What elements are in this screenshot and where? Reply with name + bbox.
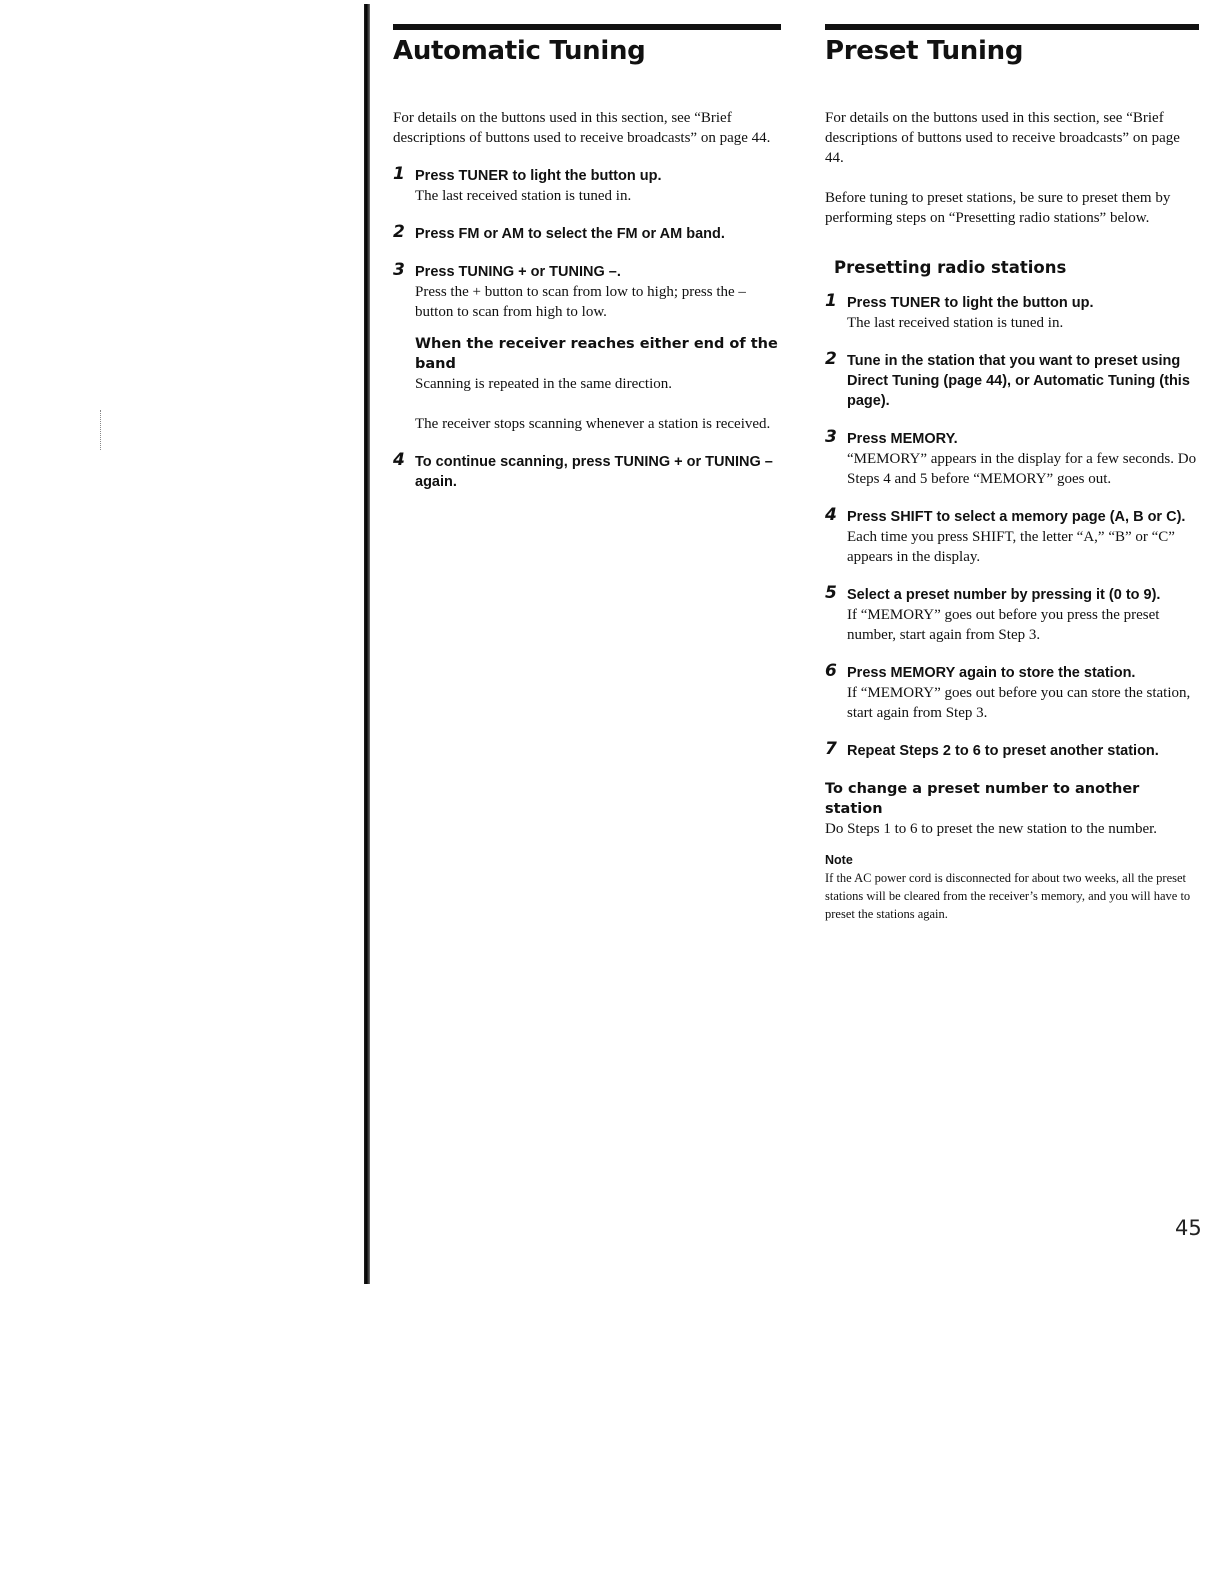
page-binding-edge	[364, 4, 370, 1284]
note-label: Note	[825, 853, 853, 867]
band-end-subheading: When the receiver reaches either end of the band	[415, 336, 778, 372]
step-title: Select a preset number by pressing it (0 to 9).	[847, 587, 1161, 603]
step-number: 2	[393, 222, 405, 242]
presetting-radio-stations-heading: Presetting radio stations	[834, 258, 1067, 277]
change-preset-text: Do Steps 1 to 6 to preset the new station to the number.	[825, 821, 1158, 837]
note-text: If the AC power cord is disconnected for about two weeks, all the preset stations will be cleared from the receiver’s memory, and you will have to preset the stations again.	[825, 871, 1191, 921]
step-title: Press TUNING + or TUNING –.	[415, 264, 621, 280]
step-title: Press TUNER to light the button up.	[847, 295, 1094, 311]
step-number: 1	[393, 164, 405, 184]
step-item	[393, 452, 781, 492]
preset-tuning-column	[825, 24, 1199, 923]
step-number: 3	[825, 427, 837, 447]
automatic-tuning-title: Automatic Tuning	[393, 36, 646, 66]
step-description: Press the + button to scan from low to high; press the – button to scan from high to low.	[415, 284, 746, 320]
step-title: Tune in the station that you want to preset using Direct Tuning (page 44), or Automatic Tuning (this page).	[847, 353, 1190, 409]
step-title: Repeat Steps 2 to 6 to preset another station.	[847, 743, 1159, 759]
step-number: 6	[825, 661, 837, 681]
preset-tuning-intro: For details on the buttons used in this section, see “Brief descriptions of buttons used to receive broadcasts” on page 44.	[825, 110, 1180, 166]
step-item	[825, 663, 1199, 723]
preset-before-note: Before tuning to preset stations, be sure to preset them by performing steps on “Presetting radio stations” below.	[825, 190, 1171, 226]
step-description: The last received station is tuned in.	[847, 315, 1064, 331]
step-item	[825, 507, 1199, 567]
step-item	[393, 166, 781, 206]
step-item	[393, 224, 781, 244]
step-item	[825, 351, 1199, 411]
step-number: 1	[825, 291, 837, 311]
page-number: 45	[1175, 1216, 1202, 1240]
step-item	[825, 429, 1199, 489]
step-title: Press TUNER to light the button up.	[415, 168, 662, 184]
step-description: Each time you press SHIFT, the letter “A,” “B” or “C” appears in the display.	[847, 529, 1175, 565]
step-description: The last received station is tuned in.	[415, 188, 632, 204]
step-number: 2	[825, 349, 837, 369]
step-number: 4	[393, 450, 405, 470]
change-preset-subheading: To change a preset number to another station	[825, 781, 1140, 817]
step-description: If “MEMORY” goes out before you can store the station, start again from Step 3.	[847, 685, 1191, 721]
automatic-tuning-column	[393, 24, 781, 492]
step-item	[825, 741, 1199, 761]
step-item	[825, 293, 1199, 333]
preset-tuning-title: Preset Tuning	[825, 36, 1024, 66]
title-rule	[393, 24, 781, 30]
automatic-tuning-intro: For details on the buttons used in this section, see “Brief descriptions of buttons used to receive broadcasts” on page 44.	[393, 110, 771, 146]
step-item	[393, 262, 781, 434]
scan-mark	[100, 410, 103, 450]
scanning-stop-note: The receiver stops scanning whenever a station is received.	[415, 416, 771, 432]
step-description: “MEMORY” appears in the display for a few seconds. Do Steps 4 and 5 before “MEMORY” goes out.	[847, 451, 1197, 487]
step-number: 7	[825, 739, 837, 759]
step-number: 5	[825, 583, 837, 603]
step-item	[825, 585, 1199, 645]
title-rule	[825, 24, 1199, 30]
step-number: 4	[825, 505, 837, 525]
automatic-tuning-steps	[393, 166, 781, 492]
presetting-steps	[825, 293, 1199, 761]
band-end-description: Scanning is repeated in the same direction.	[415, 376, 672, 392]
step-description: If “MEMORY” goes out before you press the preset number, start again from Step 3.	[847, 607, 1160, 643]
step-number: 3	[393, 260, 405, 280]
step-title: To continue scanning, press TUNING + or TUNING – again.	[415, 454, 773, 490]
step-title: Press FM or AM to select the FM or AM band.	[415, 226, 725, 242]
step-title: Press MEMORY.	[847, 431, 958, 447]
step-title: Press MEMORY again to store the station.	[847, 665, 1136, 681]
step-title: Press SHIFT to select a memory page (A, B or C).	[847, 509, 1186, 525]
